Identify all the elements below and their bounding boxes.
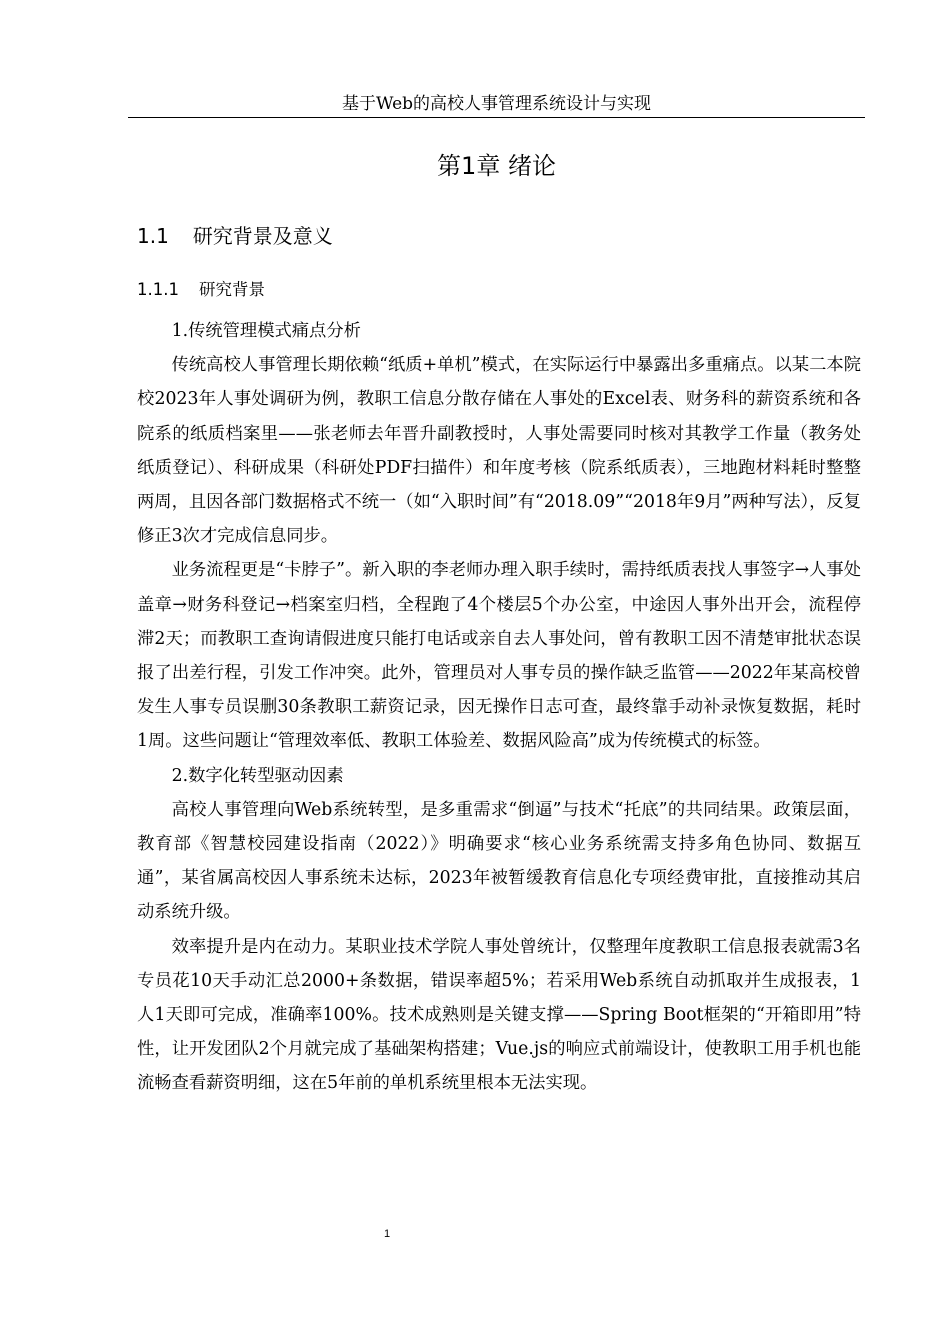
running-header: 基于Web的高校人事管理系统设计与实现 — [341, 94, 652, 114]
subsection-title-text: 研究背景 — [198, 280, 265, 299]
paragraph-4: 效率提升是内在动力。某职业技术学院人事处曾统计，仅整理年度教职工信息报表就需3名专员花10天手动汇总2000+条数据，错误率超5%；若采用Web系统自动抓取并生成报表，1人1天即可完成，准确率100%。技术成熟则是关键支撑——Spring Boot框架的“开箱即用”特性，让开发团队2个月就完成了基础架构搭建；Vue.js的响应式前端设计，使教职工用手机也能流畅查看薪资明细，这在5年前的单机系统里根本无法实现。 — [137, 936, 861, 1094]
section-heading — [137, 222, 333, 250]
subsection-number: 1.1.1 — [137, 280, 179, 299]
paragraph-3: 高校人事管理向Web系统转型，是多重需求“倒逼”与技术“托底”的共同结果。政策层面，教育部《智慧校园建设指南（2022）》明确要求“核心业务系统需支持多角色协同、数据互通”，某省属高校因人事系统未达标，2023年被暂缓教育信息化专项经费审批，直接推动其启动系统升级。 — [137, 799, 861, 923]
section-title-text: 研究背景及意义 — [192, 224, 333, 248]
page-number: 1 — [383, 1228, 391, 1240]
subsection-heading — [137, 277, 265, 303]
chapter-title: 第1章 绪论 — [437, 152, 556, 180]
paragraph-heading-1: 1.传统管理模式痛点分析 — [171, 321, 361, 341]
paragraph-2: 业务流程更是“卡脖子”。新入职的李老师办理入职手续时，需持纸质表找人事签字→人事处盖章→财务科登记→档案室归档，全程跑了4个楼层5个办公室，中途因人事外出开会，流程停滞2天；而教职工查询请假进度只能打电话或亲自去人事处问，曾有教职工因不清楚审批状态误报了出差行程，引发工作冲突。此外，管理员对人事专员的操作缺乏监管——2022年某高校曾发生人事专员误删30条教职工薪资记录，因无操作日志可查，最终靠手动补录恢复数据，耗时1周。这些问题让“管理效率低、教职工体验差、数据风险高”成为传统模式的标签。 — [137, 560, 861, 752]
paragraph-heading-2: 2.数字化转型驱动因素 — [171, 765, 344, 786]
body-text — [137, 314, 861, 1101]
paragraph-1: 传统高校人事管理长期依赖“纸质+单机”模式，在实际运行中暴露出多重痛点。以某二本院校2023年人事处调研为例，教职工信息分散存储在人事处的Excel表、财务科的薪资系统和各院系的纸质档案里——张老师去年晋升副教授时，人事处需要同时核对其教学工作量（教务处纸质登记）、科研成果（科研处PDF扫描件）和年度考核（院系纸质表），三地跑材料耗时整整两周，且因各部门数据格式不统一（如“入职时间”有“2018.09”“2018年9月”两种写法），反复修正3次才完成信息同步。 — [137, 355, 861, 547]
header-rule — [128, 117, 865, 118]
section-number: 1.1 — [137, 224, 169, 248]
